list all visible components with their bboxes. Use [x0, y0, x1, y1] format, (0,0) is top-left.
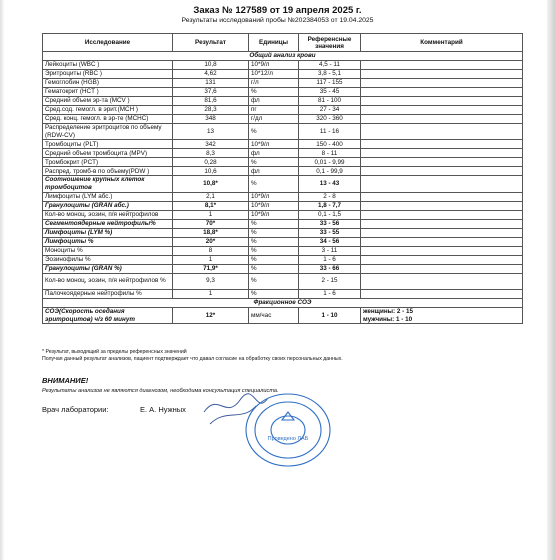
results-body [43, 52, 523, 324]
cell-units: 10*9/л [249, 192, 299, 201]
notes [42, 349, 512, 363]
cell-units: % [249, 264, 299, 273]
cell-comment [361, 264, 523, 273]
cell-result: 20* [173, 237, 249, 246]
table-row [43, 237, 523, 246]
cell-result: 18,8* [173, 228, 249, 237]
cell-reference: 0,1 - 99,9 [299, 167, 361, 176]
cell-result: 8 [173, 246, 249, 255]
cell-comment [361, 79, 523, 88]
cell-test-name: Гранулоциты (GRAN абс.) [43, 201, 173, 210]
cell-result: 8,1* [173, 201, 249, 210]
table-row [43, 264, 523, 273]
cell-result: 12* [173, 307, 249, 323]
cell-result: 1 [173, 255, 249, 264]
cell-reference: 81 - 100 [299, 97, 361, 106]
table-row [43, 273, 523, 289]
cell-reference: 0,1 - 1,5 [299, 210, 361, 219]
cell-reference: 2 - 8 [299, 192, 361, 201]
cell-comment [361, 201, 523, 210]
cell-result: 4,62 [173, 70, 249, 79]
table-row [43, 246, 523, 255]
cell-test-name: Лимфоциты (LYM абс.) [43, 192, 173, 201]
table-row [43, 255, 523, 264]
cell-test-name: СОЭ(Скорость оседания эритроцитов) ч/з 60 минут [43, 307, 173, 323]
cell-comment [361, 289, 523, 298]
cell-result: 10,8* [173, 176, 249, 192]
cell-units: фл [249, 97, 299, 106]
section-title: Фракционное СОЭ [43, 298, 523, 307]
note-asterisk: * Результат, выходящий за пределы референсных значений [42, 349, 187, 355]
cell-result: 13 [173, 124, 249, 140]
order-title: Заказ № 127589 от 19 апреля 2025 г. [193, 5, 362, 16]
cell-units: % [249, 158, 299, 167]
cell-comment [361, 97, 523, 106]
cell-reference: 150 - 400 [299, 140, 361, 149]
cell-units: 10*9/л [249, 61, 299, 70]
cell-comment [361, 176, 523, 192]
table-row [43, 201, 523, 210]
cell-result: 342 [173, 140, 249, 149]
cell-reference: 13 - 43 [299, 176, 361, 192]
cell-test-name: Лимфоциты % [43, 237, 173, 246]
table-row [43, 158, 523, 167]
cell-test-name: Распределение эритроцитов по объему (RDW-CV) [43, 124, 173, 140]
table-row [43, 79, 523, 88]
cell-units: 10*12/л [249, 70, 299, 79]
cell-result: 81,6 [173, 97, 249, 106]
cell-units: 10*9/л [249, 140, 299, 149]
cell-comment [361, 192, 523, 201]
cell-reference: 1,8 - 7,7 [299, 201, 361, 210]
cell-test-name: Кол-во моноц, эозин, п/я нейтрофилов [43, 210, 173, 219]
cell-reference: 3,8 - 5,1 [299, 70, 361, 79]
col-header-comment: Комментарий [361, 34, 523, 52]
stamp-signature-scribble [204, 394, 268, 424]
col-header-reference: Референсные значения [299, 34, 361, 52]
col-header-units: Единицы [249, 34, 299, 52]
page-right-edge [547, 0, 555, 560]
cell-test-name: Сред. конц. гемогл. в эр-те (MCHC) [43, 115, 173, 124]
cell-reference: 34 - 56 [299, 237, 361, 246]
cell-units: % [249, 228, 299, 237]
cell-reference: 33 - 56 [299, 219, 361, 228]
cell-units: г/дл [249, 115, 299, 124]
section-header-row [43, 52, 523, 61]
table-row [43, 210, 523, 219]
cell-reference: 1 - 6 [299, 255, 361, 264]
cell-comment [361, 149, 523, 158]
cell-reference: 2 - 15 [299, 273, 361, 289]
cell-reference: 33 - 66 [299, 264, 361, 273]
cell-units: пг [249, 106, 299, 115]
cell-reference: 35 - 45 [299, 88, 361, 97]
cell-comment: женщины: 2 - 15 мужчины: 1 - 10 [361, 307, 523, 323]
cell-reference: 0,01 - 9,99 [299, 158, 361, 167]
cell-comment [361, 106, 523, 115]
cell-units: % [249, 289, 299, 298]
cell-test-name: Тромбоциты (PLT) [43, 140, 173, 149]
col-header-test: Исследование [43, 34, 173, 52]
cell-comment [361, 115, 523, 124]
section-title: Общий анализ крови [43, 52, 523, 61]
cell-result: 8,3 [173, 149, 249, 158]
cell-test-name: Сред.сод. гемогл. в эрит.(MCH ) [43, 106, 173, 115]
cell-comment [361, 70, 523, 79]
cell-units: % [249, 246, 299, 255]
cell-test-name: Лимфоциты (LYM %) [43, 228, 173, 237]
cell-reference: 320 - 360 [299, 115, 361, 124]
cell-test-name: Лейкоциты (WBC ) [43, 61, 173, 70]
cell-test-name: Эритроциты (RBC ) [43, 70, 173, 79]
cell-test-name: Гранулоциты (GRAN %) [43, 264, 173, 273]
page-left-edge [0, 0, 4, 560]
cell-comment [361, 124, 523, 140]
cell-result: 2,1 [173, 192, 249, 201]
cell-comment [361, 246, 523, 255]
cell-units: г/л [249, 79, 299, 88]
cell-units: мм/час [249, 307, 299, 323]
cell-comment [361, 255, 523, 264]
cell-test-name: Кол-во моноц, эозин, п/я нейтрофилов % [43, 273, 173, 289]
table-row [43, 192, 523, 201]
cell-test-name: Палочкоядерные нейтрофилы % [43, 289, 173, 298]
cell-test-name: Тромбокрит (PCT) [43, 158, 173, 167]
cell-result: 70* [173, 219, 249, 228]
cell-units: % [249, 88, 299, 97]
table-row [43, 70, 523, 79]
cell-test-name: Распред. тромб-в по объему(PDW ) [43, 167, 173, 176]
table-row [43, 106, 523, 115]
cell-units: % [249, 273, 299, 289]
cell-result: 348 [173, 115, 249, 124]
lab-stamp-image [196, 382, 346, 472]
table-row [43, 167, 523, 176]
table-row [43, 88, 523, 97]
table-row [43, 140, 523, 149]
cell-units: фл [249, 167, 299, 176]
table-header-row [43, 34, 523, 52]
cell-units: % [249, 176, 299, 192]
cell-test-name: Гемоглобин (HGB) [43, 79, 173, 88]
cell-test-name: Соотношение крупных клеток тромбоцитов [43, 176, 173, 192]
cell-result: 28,3 [173, 106, 249, 115]
table-row [43, 219, 523, 228]
cell-test-name: Гематокрит (HCT ) [43, 88, 173, 97]
cell-reference: 8 - 11 [299, 149, 361, 158]
cell-units: % [249, 219, 299, 228]
cell-comment [361, 210, 523, 219]
cell-comment [361, 88, 523, 97]
cell-units: % [249, 255, 299, 264]
cell-result: 10,8 [173, 61, 249, 70]
cell-reference: 3 - 11 [299, 246, 361, 255]
cell-result: 0,28 [173, 158, 249, 167]
table-row [43, 228, 523, 237]
table-row [43, 289, 523, 298]
cell-comment [361, 167, 523, 176]
round-stamp [246, 394, 330, 466]
doctor-label: Врач лаборатории: [42, 405, 109, 414]
cell-comment [361, 140, 523, 149]
cell-comment [361, 61, 523, 70]
results-table [42, 33, 523, 324]
warning-heading: ВНИМАНИЕ! [42, 376, 89, 385]
cell-result: 71,9* [173, 264, 249, 273]
cell-reference: 1 - 6 [299, 289, 361, 298]
cell-reference: 1 - 10 [299, 307, 361, 323]
doctor-name: Е. А. Нужных [140, 405, 186, 414]
cell-result: 131 [173, 79, 249, 88]
table-row [43, 176, 523, 192]
table-row [43, 124, 523, 140]
cell-comment [361, 158, 523, 167]
cell-units: фл [249, 149, 299, 158]
table-row [43, 149, 523, 158]
cell-reference: 4,5 - 11 [299, 61, 361, 70]
cell-reference: 33 - 55 [299, 228, 361, 237]
cell-reference: 117 - 155 [299, 79, 361, 88]
cell-test-name: Средний объем тромбоцита (MPV) [43, 149, 173, 158]
cell-comment [361, 273, 523, 289]
cell-result: 9,3 [173, 273, 249, 289]
cell-comment [361, 228, 523, 237]
table-row [43, 97, 523, 106]
cell-units: % [249, 124, 299, 140]
cell-result: 1 [173, 289, 249, 298]
cell-units: 10*9/л [249, 210, 299, 219]
note-consent: Получая данный результат анализов, пациент подтверждает что давал согласие на обработку своих персональных данных. [42, 356, 343, 362]
col-header-result: Результат [173, 34, 249, 52]
table-row [43, 115, 523, 124]
sample-subtitle: Результаты исследований пробы №202384053 от 19.04.2025 [181, 17, 374, 24]
cell-result: 10,6 [173, 167, 249, 176]
cell-test-name: Эозинофилы % [43, 255, 173, 264]
warning-text: Результаты анализов не являются диагнозом, необходима консультация специалиста. [42, 388, 279, 394]
cell-units: % [249, 237, 299, 246]
cell-result: 1 [173, 210, 249, 219]
table-row [43, 307, 523, 323]
cell-units: 10*9/л [249, 201, 299, 210]
cell-comment [361, 219, 523, 228]
table-row [43, 61, 523, 70]
cell-test-name: Средний объем эр-та (MCV ) [43, 97, 173, 106]
cell-test-name: Моноциты % [43, 246, 173, 255]
cell-result: 37,6 [173, 88, 249, 97]
cell-comment [361, 237, 523, 246]
stamp-center-text: Проведено ЛАБ [267, 436, 309, 442]
cell-test-name: Сегментоядерные нейтрофилы% [43, 219, 173, 228]
section-header-row [43, 298, 523, 307]
cell-reference: 11 - 16 [299, 124, 361, 140]
cell-reference: 27 - 34 [299, 106, 361, 115]
